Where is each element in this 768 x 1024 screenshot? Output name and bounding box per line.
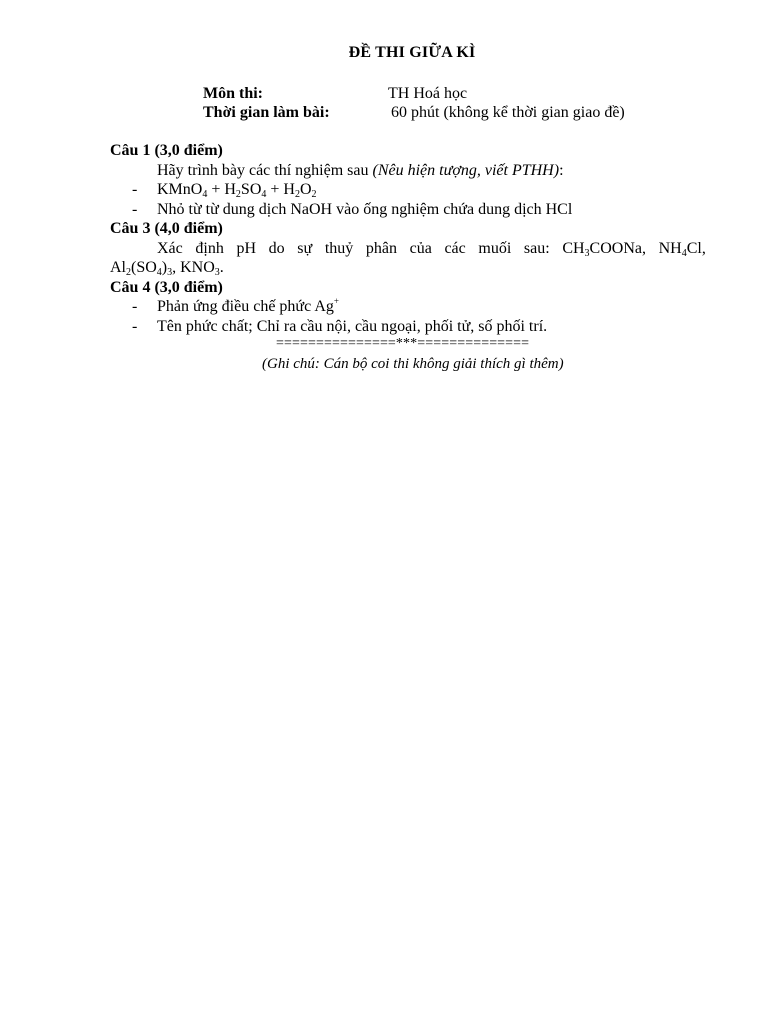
question-1-prompt-colon: : — [559, 162, 564, 179]
question-1-prompt-text: Hãy trình bày các thí nghiệm sau — [157, 162, 373, 179]
salt-formula-1: $CH_3COONa$, — [562, 240, 646, 259]
end-separator: ===============***============== — [276, 336, 530, 351]
subject-value: TH Hoá học — [388, 85, 468, 102]
time-value: 60 phút (không kể thời gian giao đề) — [391, 104, 625, 121]
complex-preparation-text: Phản ứng điều chế phức Ag+ — [157, 296, 339, 315]
question-4-heading: Câu 4 (3,0 điểm) — [110, 279, 223, 296]
question-1-prompt-italic: (Nêu hiện tượng, viết PTHH) — [372, 162, 560, 179]
question-1-prompt — [110, 161, 753, 181]
experiment-text: Nhỏ từ từ dung dịch NaOH vào ống nghiệm chứa dung dịch HCl — [157, 201, 573, 218]
question-3-line-2: $Al_2(SO_4)_3$, $KNO_3$. — [110, 259, 224, 278]
question-1-item-2 — [110, 200, 706, 220]
exam-title: ĐỀ THI GIỮA KÌ — [348, 44, 476, 61]
dash-marker: - — [132, 318, 138, 335]
salt-formula-2: $NH_4Cl$, — [658, 240, 706, 259]
question-1-item-1 — [110, 180, 706, 200]
dash-marker: - — [132, 201, 138, 218]
question-4-item-1 — [110, 297, 706, 317]
question-1-heading: Câu 1 (3,0 điểm) — [110, 142, 223, 159]
dash-marker: - — [132, 181, 138, 198]
footer-note: (Ghi chú: Cán bộ coi thi không giải thích gì thêm) — [262, 356, 564, 372]
subject-label: Môn thi: — [203, 85, 263, 102]
time-label: Thời gian làm bài: — [203, 104, 330, 121]
question-3-heading: Câu 3 (4,0 điểm) — [110, 220, 223, 237]
reaction-formula: KMnO$_4$ + $H_2SO_4 + H_2O_2$ — [157, 181, 317, 200]
question-3-line-1: Xác định pH do sự thuỷ phân của các muối sau: $CH_3COONa$, $NH_4Cl$, — [157, 240, 706, 259]
complex-naming-text: Tên phức chất; Chỉ ra cầu nội, cầu ngoại, phối tử, số phối trí. — [157, 318, 548, 335]
dash-marker: - — [132, 298, 138, 315]
